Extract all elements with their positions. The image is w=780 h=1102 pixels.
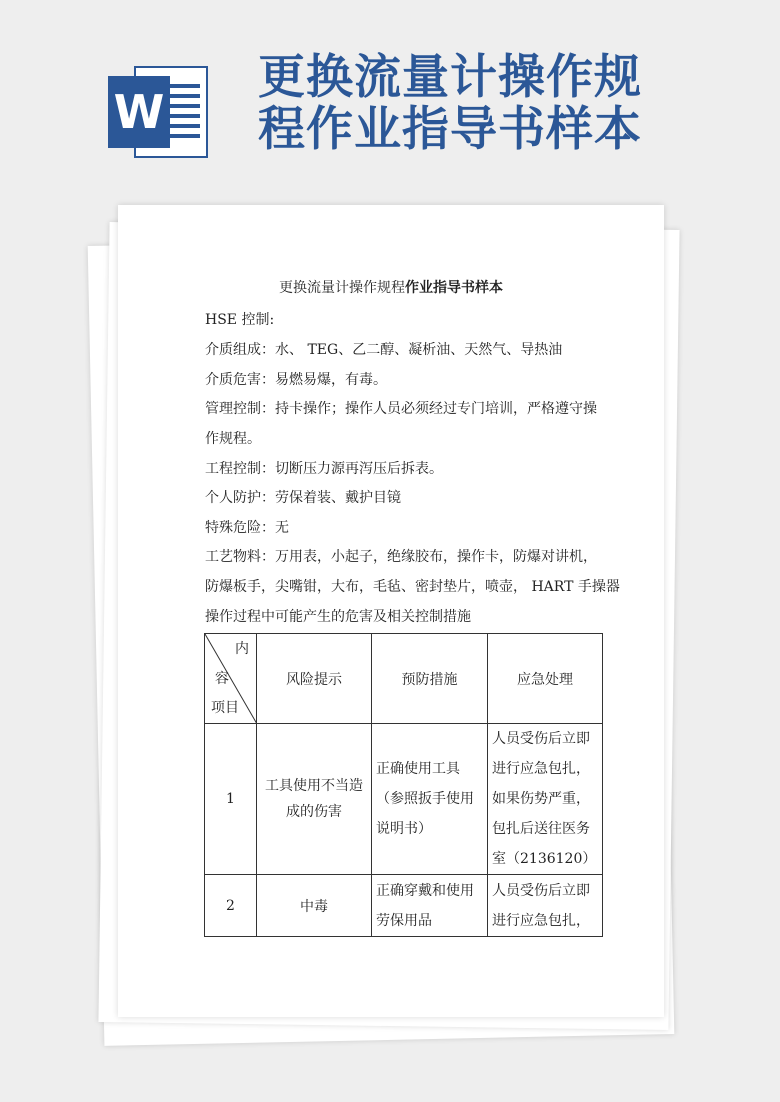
header-prevention: 预防措施	[372, 634, 488, 724]
doc-line-special: 特殊危险：无	[205, 520, 289, 536]
title-line-2: 程作业指导书样本	[258, 102, 642, 157]
document-title: 更换流量计操作规程作业指导书样本	[279, 280, 503, 296]
doc-line-engineering: 工程控制：切断压力源再泻压后拆表。	[205, 461, 443, 477]
doc-line-hazard: 介质危害：易燃易爆，有毒。	[205, 372, 387, 388]
page-title	[258, 52, 758, 156]
diag-label-mid: 容	[215, 671, 229, 687]
doc-line-management-cont: 作规程。	[205, 431, 261, 447]
doc-line-table-caption: 操作过程中可能产生的危害及相关控制措施	[205, 609, 471, 625]
document-page	[118, 205, 664, 1017]
row-number: 2	[205, 875, 257, 937]
word-letter: W	[108, 76, 170, 148]
word-icon	[108, 66, 208, 158]
row-risk: 工具使用不当造成的伤害	[257, 724, 372, 875]
doc-line-management: 管理控制：持卡操作；操作人员必须经过专门培训，严格遵守操	[205, 401, 597, 417]
header-emergency: 应急处理	[488, 634, 603, 724]
hazard-table	[204, 633, 603, 937]
table-row	[205, 875, 603, 937]
title-line-1: 更换流量计操作规	[258, 50, 642, 105]
diag-label-bottom: 项目	[211, 700, 239, 716]
header-risk: 风险提示	[257, 634, 372, 724]
doc-line-materials-cont: 防爆板手，尖嘴钳，大布，毛毡、密封垫片，喷壶， HART 手操器	[205, 579, 620, 595]
row-prevention: 正确使用工具（参照扳手使用说明书）	[372, 724, 488, 875]
row-number: 1	[205, 724, 257, 875]
doc-line-medium: 介质组成：水、 TEG、乙二醇、凝析油、天然气、导热油	[205, 342, 563, 358]
doc-line-ppe: 个人防护：劳保着装、戴护目镜	[205, 490, 401, 506]
doc-line-materials: 工艺物料：万用表，小起子，绝缘胶布，操作卡，防爆对讲机，	[205, 549, 597, 565]
diagonal-header-cell	[205, 634, 257, 724]
diag-label-top: 内	[235, 641, 249, 657]
table-header-row	[205, 634, 603, 724]
table-row	[205, 724, 603, 875]
doc-line-hse: HSE 控制:	[205, 312, 275, 328]
row-emergency: 人员受伤后立即进行应急包扎，	[488, 875, 603, 937]
row-emergency: 人员受伤后立即进行应急包扎，如果伤势严重，包扎后送往医务室（2136120）	[488, 724, 603, 875]
row-prevention: 正确穿戴和使用劳保用品	[372, 875, 488, 937]
row-risk: 中毒	[257, 875, 372, 937]
